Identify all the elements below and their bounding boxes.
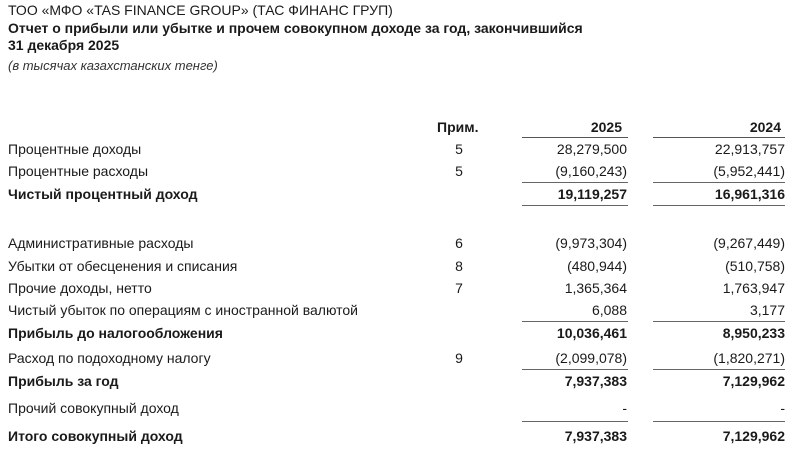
value-2024: 1,763,947 — [722, 280, 785, 296]
subtotal-rule-2024 — [653, 321, 785, 322]
table-row — [0, 400, 800, 422]
value-2024: (1,820,271) — [713, 350, 785, 366]
value-2024: 16,961,316 — [714, 186, 785, 202]
row-label: Чистый убыток по операциям с иностранной валютой — [8, 302, 359, 318]
column-header-2025: 2025 — [590, 119, 622, 135]
row-note: 6 — [455, 235, 463, 251]
table-row — [0, 373, 800, 395]
row-label: Прочий совокупный доход — [8, 400, 179, 416]
row-label: Процентные расходы — [8, 163, 149, 179]
value-2025: (9,973,304) — [555, 235, 627, 251]
value-2024: 3,177 — [749, 302, 785, 318]
value-2025: 6,088 — [591, 302, 627, 318]
table-row — [0, 280, 800, 302]
row-label: Расход по подоходному налогу — [8, 350, 211, 366]
row-label: Административные расходы — [8, 235, 194, 251]
row-label: Прибыль за год — [8, 373, 119, 389]
row-label: Итого совокупный доход — [8, 428, 183, 444]
row-label: Прочие доходы, нетто — [8, 280, 152, 296]
row-note: 5 — [455, 163, 463, 179]
row-label: Чистый процентный доход — [8, 186, 198, 202]
value-2025: 7,937,383 — [564, 428, 627, 444]
value-2024: - — [780, 400, 785, 416]
header-rule-2025 — [522, 137, 628, 138]
subtotal-rule-2024 — [653, 369, 785, 370]
subtotal-rule-2024 — [653, 205, 785, 206]
value-2024: (9,267,449) — [713, 235, 785, 251]
row-note: 7 — [455, 280, 463, 296]
subtotal-rule-2025 — [522, 205, 628, 206]
statement-title — [8, 20, 788, 54]
value-2025: 10,036,461 — [556, 325, 627, 341]
subtotal-rule-2025 — [522, 421, 628, 422]
value-2024: (5,952,441) — [713, 163, 785, 179]
value-2025: 28,279,500 — [556, 141, 627, 157]
units-note: (в тысячах казахстанских тенге) — [8, 58, 218, 73]
value-2025: 1,365,364 — [564, 280, 627, 296]
table-row — [0, 235, 800, 257]
header-rule-2024 — [653, 137, 785, 138]
row-note: 8 — [455, 258, 463, 274]
table-row — [0, 141, 800, 163]
value-2025: - — [622, 400, 627, 416]
value-2025: 7,937,383 — [564, 373, 627, 389]
value-2025: (2,099,078) — [555, 350, 627, 366]
row-note: 5 — [455, 141, 463, 157]
table-row — [0, 325, 800, 347]
title-line-2: 31 декабря 2025 — [8, 37, 120, 53]
subtotal-rule-2025 — [522, 369, 628, 370]
value-2024: 22,913,757 — [714, 141, 785, 157]
row-label: Прибыль до налогообложения — [8, 325, 223, 341]
title-line-1: Отчет о прибыли или убытке и прочем совокупном доходе за год, закончившийся — [8, 20, 583, 36]
subtotal-rule-2025 — [522, 182, 628, 183]
row-note: 9 — [455, 350, 463, 366]
value-2024: 7,129,962 — [722, 428, 785, 444]
value-2025: (9,160,243) — [555, 163, 627, 179]
value-2024: 7,129,962 — [722, 373, 785, 389]
subtotal-rule-2025 — [522, 321, 628, 322]
value-2025: 19,119,257 — [557, 186, 627, 202]
subtotal-rule-2024 — [653, 182, 785, 183]
value-2024: 8,950,233 — [722, 325, 785, 341]
company-name: ТОО «МФО «TAS FINANCE GROUP» (ТАС ФИНАНС ГРУП) — [8, 2, 393, 18]
table-row — [0, 258, 800, 280]
subtotal-rule-2024 — [653, 421, 785, 422]
table-row — [0, 428, 800, 450]
column-header-2024: 2024 — [749, 119, 781, 135]
column-header-note: Прим. — [437, 119, 479, 135]
row-label: Процентные доходы — [8, 141, 142, 157]
value-2024: (510,758) — [725, 258, 785, 274]
value-2025: (480,944) — [567, 258, 627, 274]
row-label: Убытки от обесценения и списания — [8, 258, 238, 274]
